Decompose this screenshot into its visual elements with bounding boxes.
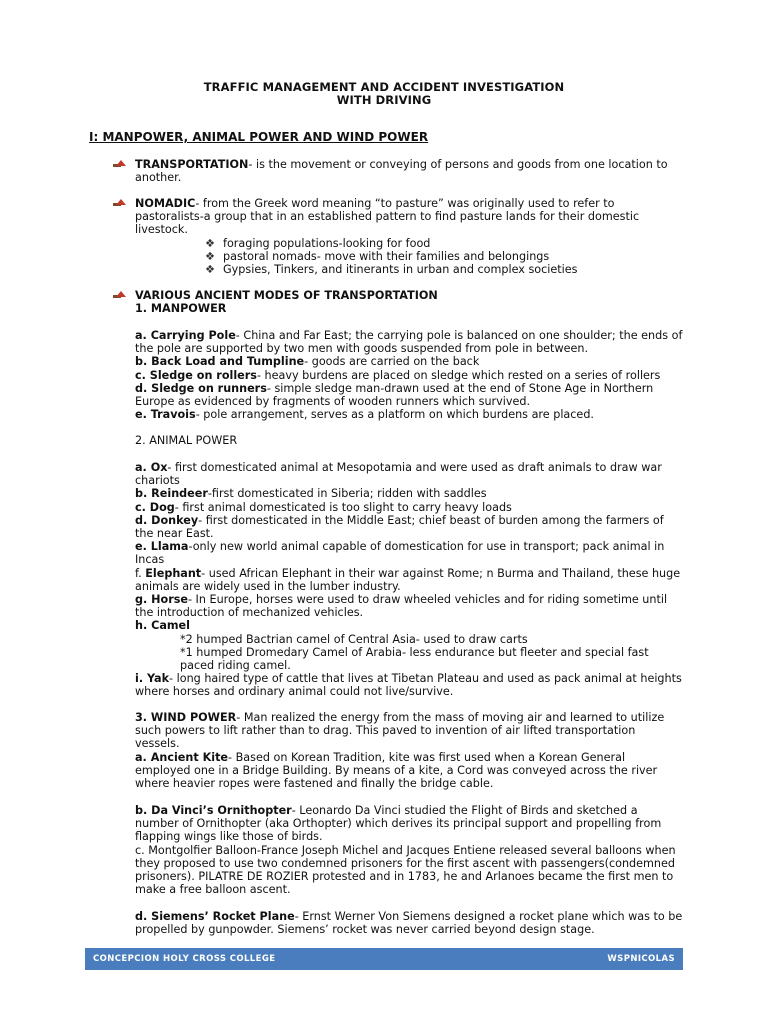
term: TRANSPORTATION bbox=[135, 158, 249, 171]
manpower-list bbox=[135, 329, 683, 421]
section-heading: I: MANPOWER, ANIMAL POWER AND WIND POWER bbox=[89, 130, 429, 144]
list-item: b. Reindeer-first domesticated in Siberia; ridden with saddles bbox=[135, 487, 487, 501]
arrow-bullet-icon bbox=[113, 160, 124, 170]
animal-power-heading: 2. ANIMAL POWER bbox=[135, 434, 238, 447]
davinci-paragraph: b. Da Vinci’s Ornithopter- Leonardo Da Vinci studied the Flight of Birds and sketched a number of Ornithopter (aka Orthopter) which derives its principal support and propelling from flapping wings like those of birds. c. Montgolfier Balloon-France Joseph Michel and Jacques Entiene released several balloons when they proposed to use two condemned prisoners for the first ascent with passengers(condemned prisoners). PILATRE DE ROZIER protested and in 1783, he and Arlanoes became the first men to make a free balloon ascent. bbox=[135, 804, 683, 896]
list-item: e. Llama-only new world animal capable of domestication for use in transport; pack animal in Incas bbox=[135, 540, 665, 567]
list-item: g. Horse- In Europe, horses were used to draw wheeled vehicles and for riding sometime until the introduction of mechanized vehicles. bbox=[135, 593, 668, 620]
document-title-line2: WITH DRIVING bbox=[336, 93, 432, 107]
animal-list bbox=[135, 461, 683, 699]
list-item: b. Back Load and Tumpline- goods are carried on the back bbox=[135, 355, 480, 369]
list-item: a. Carrying Pole- China and Far East; the carrying pole is balanced on one shoulder; the ends of the pole are supported by two men with goods suspended from pole in between. bbox=[135, 329, 683, 356]
camel-line: *2 humped Bactrian camel of Central Asia- used to draw carts bbox=[180, 632, 528, 646]
document-title-line1: TRAFFIC MANAGEMENT AND ACCIDENT INVESTIGATION bbox=[203, 80, 565, 94]
list-item: c. Dog- first animal domesticated is too slight to carry heavy loads bbox=[135, 500, 512, 514]
list-item: i. Yak- long haired type of cattle that lives at Tibetan Plateau and used as pack animal at heights where horses and ordinary animal could not live/survive. bbox=[135, 672, 682, 699]
list-item: h. Camel bbox=[135, 619, 190, 633]
wind-power-paragraph: 3. WIND POWER- Man realized the energy from the mass of moving air and learned to utilize such powers to lift rather than to drag. This paved to invention of air lifted transportation vessels. bbox=[135, 711, 665, 751]
footer-author: WSPNICOLAS bbox=[607, 954, 675, 964]
list-item: ❖ Gypsies, Tinkers, and itinerants in urban and complex societies bbox=[205, 263, 578, 276]
camel-line: *1 humped Dromedary Camel of Arabia- less endurance but fleeter and special fast paced riding camel. bbox=[180, 645, 649, 673]
list-item: ❖ foraging populations-looking for food bbox=[205, 237, 431, 250]
list-item: c. Sledge on rollers- heavy burdens are placed on sledge which rested on a series of rollers bbox=[135, 368, 661, 382]
list-item: a. Ox- first domesticated animal at Mesopotamia and were used as draft animals to draw war chariots bbox=[135, 461, 662, 488]
list-item: ❖ pastoral nomads- move with their families and belongings bbox=[205, 250, 550, 263]
ancient-kite-paragraph: a. Ancient Kite- Based on Korean Tradition, kite was first used when a Korean General employed one in a Bridge Building. By means of a kite, a Cord was conveyed across the river where heavier ropes were fastened and finally the bridge cable. bbox=[135, 751, 658, 791]
page-footer bbox=[85, 948, 683, 970]
list-item: e. Travois- pole arrangement, serves as a platform on which burdens are placed. bbox=[135, 408, 594, 422]
ancient-heading: VARIOUS ANCIENT MODES OF TRANSPORTATION 1. MANPOWER bbox=[135, 289, 438, 316]
nomadic-paragraph bbox=[135, 197, 683, 237]
transportation-paragraph bbox=[135, 158, 683, 184]
diamond-bullet-icon: ❖ bbox=[205, 237, 216, 250]
list-item: f. Elephant- used African Elephant in their war against Rome; n Burma and Thailand, these huge animals are widely used in the lumber industry. bbox=[135, 566, 681, 593]
diamond-bullet-icon: ❖ bbox=[205, 263, 216, 276]
list-item: d. Sledge on runners- simple sledge man-drawn used at the end of Stone Age in Northern Europe as evidenced by fragments of wooden runners which survived. bbox=[135, 381, 654, 409]
definition: - from the Greek word meaning “to pasture” was originally used to refer to pastoralists-a group that in an established pattern to find pasture lands for their domestic livestock. bbox=[135, 197, 640, 237]
siemens-paragraph: d. Siemens’ Rocket Plane- Ernst Werner Von Siemens designed a rocket plane which was to be propelled by gunpowder. Siemens’ rocket was never carried beyond design stage. bbox=[135, 910, 683, 937]
definition: - is the movement or conveying of persons and goods from one location to another. bbox=[135, 158, 668, 185]
diamond-bullet-icon: ❖ bbox=[205, 250, 216, 263]
arrow-bullet-icon bbox=[113, 199, 124, 209]
arrow-bullet-icon bbox=[113, 291, 124, 301]
footer-college-name: CONCEPCION HOLY CROSS COLLEGE bbox=[93, 954, 276, 964]
balloon-paragraph: c. Montgolfier Balloon-France Joseph Michel and Jacques Entiene released several balloons when they proposed to use two condemned prisoners for the first ascent with passengers(condemned prisoners). PILATRE DE ROZIER protested and in 1783, he and Arlanoes became the first men to make a free balloon ascent. bbox=[135, 843, 676, 897]
list-item: d. Donkey- first domesticated in the Middle East; chief beast of burden among the farmers of the near East. bbox=[135, 513, 664, 541]
term: NOMADIC bbox=[135, 197, 196, 210]
